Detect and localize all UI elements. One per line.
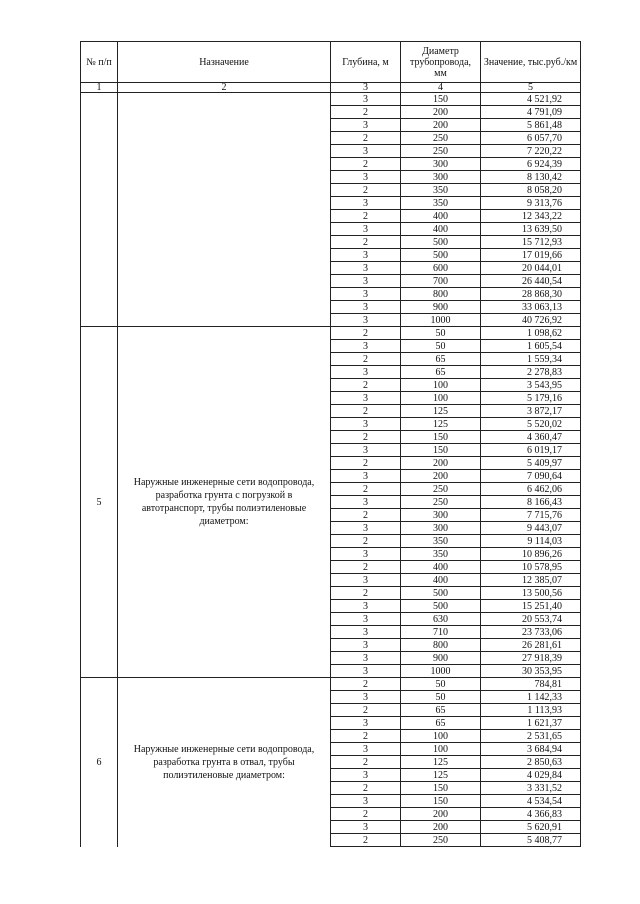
diameter-cell: 100	[401, 730, 481, 743]
depth-cell: 2	[331, 379, 401, 392]
depth-cell: 3	[331, 652, 401, 665]
diameter-cell: 350	[401, 197, 481, 210]
depth-cell: 2	[331, 353, 401, 366]
column-number: 2	[118, 83, 331, 93]
header-diameter: Диаметр трубопровода, мм	[401, 42, 481, 83]
value-cell: 4 521,92	[481, 93, 581, 106]
depth-cell: 2	[331, 236, 401, 249]
depth-cell: 2	[331, 483, 401, 496]
depth-cell: 3	[331, 288, 401, 301]
diameter-cell: 710	[401, 626, 481, 639]
cost-table	[80, 41, 581, 847]
depth-cell: 2	[331, 756, 401, 769]
depth-cell: 3	[331, 223, 401, 236]
depth-cell: 3	[331, 691, 401, 704]
depth-cell: 2	[331, 587, 401, 600]
depth-cell: 3	[331, 301, 401, 314]
depth-cell: 2	[331, 535, 401, 548]
value-cell: 4 534,54	[481, 795, 581, 808]
depth-cell: 3	[331, 444, 401, 457]
value-cell: 3 543,95	[481, 379, 581, 392]
diameter-cell: 800	[401, 639, 481, 652]
depth-cell: 3	[331, 418, 401, 431]
value-cell: 3 872,17	[481, 405, 581, 418]
value-cell: 40 726,92	[481, 314, 581, 327]
depth-cell: 3	[331, 522, 401, 535]
value-cell: 15 251,40	[481, 600, 581, 613]
diameter-cell: 50	[401, 340, 481, 353]
header-row	[81, 42, 581, 83]
value-cell: 7 220,22	[481, 145, 581, 158]
diameter-cell: 300	[401, 522, 481, 535]
value-cell: 4 360,47	[481, 431, 581, 444]
value-cell: 6 462,06	[481, 483, 581, 496]
diameter-cell: 350	[401, 184, 481, 197]
value-cell: 3 331,52	[481, 782, 581, 795]
value-cell: 3 684,94	[481, 743, 581, 756]
value-cell: 6 057,70	[481, 132, 581, 145]
value-cell: 784,81	[481, 678, 581, 691]
diameter-cell: 400	[401, 210, 481, 223]
table-row	[81, 327, 581, 340]
diameter-cell: 600	[401, 262, 481, 275]
value-cell: 9 114,03	[481, 535, 581, 548]
diameter-cell: 200	[401, 470, 481, 483]
diameter-cell: 65	[401, 704, 481, 717]
depth-cell: 2	[331, 834, 401, 847]
diameter-cell: 65	[401, 366, 481, 379]
depth-cell: 3	[331, 717, 401, 730]
diameter-cell: 500	[401, 236, 481, 249]
item-purpose: Наружные инженерные сети водопровода, разработка грунта в отвал, трубы полиэтиленовые диаметром:	[118, 678, 331, 847]
depth-cell: 3	[331, 340, 401, 353]
depth-cell: 2	[331, 210, 401, 223]
depth-cell: 2	[331, 730, 401, 743]
diameter-cell: 900	[401, 652, 481, 665]
value-cell: 10 578,95	[481, 561, 581, 574]
diameter-cell: 300	[401, 171, 481, 184]
value-cell: 13 639,50	[481, 223, 581, 236]
depth-cell: 2	[331, 431, 401, 444]
diameter-cell: 350	[401, 535, 481, 548]
diameter-cell: 150	[401, 782, 481, 795]
diameter-cell: 630	[401, 613, 481, 626]
value-cell: 2 531,65	[481, 730, 581, 743]
depth-cell: 3	[331, 795, 401, 808]
diameter-cell: 100	[401, 392, 481, 405]
value-cell: 4 029,84	[481, 769, 581, 782]
depth-cell: 2	[331, 106, 401, 119]
table-row	[81, 678, 581, 691]
depth-cell: 2	[331, 509, 401, 522]
depth-cell: 2	[331, 132, 401, 145]
value-cell: 6 019,17	[481, 444, 581, 457]
depth-cell: 2	[331, 457, 401, 470]
header-depth: Глубина, м	[331, 42, 401, 83]
depth-cell: 2	[331, 184, 401, 197]
diameter-cell: 500	[401, 587, 481, 600]
depth-cell: 3	[331, 145, 401, 158]
depth-cell: 3	[331, 743, 401, 756]
item-purpose	[118, 93, 331, 327]
header-no: № п/п	[81, 42, 118, 83]
column-number: 4	[401, 83, 481, 93]
value-cell: 8 166,43	[481, 496, 581, 509]
value-cell: 23 733,06	[481, 626, 581, 639]
item-number: 5	[81, 327, 118, 678]
depth-cell: 3	[331, 574, 401, 587]
depth-cell: 2	[331, 808, 401, 821]
value-cell: 20 553,74	[481, 613, 581, 626]
depth-cell: 3	[331, 171, 401, 184]
value-cell: 12 343,22	[481, 210, 581, 223]
depth-cell: 3	[331, 262, 401, 275]
diameter-cell: 300	[401, 158, 481, 171]
depth-cell: 3	[331, 470, 401, 483]
value-cell: 7 715,76	[481, 509, 581, 522]
value-cell: 8 058,20	[481, 184, 581, 197]
item-number: 6	[81, 678, 118, 847]
value-cell: 9 443,07	[481, 522, 581, 535]
depth-cell: 3	[331, 314, 401, 327]
depth-cell: 3	[331, 665, 401, 678]
value-cell: 1 605,54	[481, 340, 581, 353]
diameter-cell: 100	[401, 743, 481, 756]
depth-cell: 3	[331, 821, 401, 834]
value-cell: 5 408,77	[481, 834, 581, 847]
diameter-cell: 200	[401, 808, 481, 821]
diameter-cell: 100	[401, 379, 481, 392]
diameter-cell: 125	[401, 769, 481, 782]
depth-cell: 3	[331, 249, 401, 262]
depth-cell: 3	[331, 769, 401, 782]
diameter-cell: 65	[401, 353, 481, 366]
diameter-cell: 250	[401, 145, 481, 158]
diameter-cell: 250	[401, 496, 481, 509]
value-cell: 17 019,66	[481, 249, 581, 262]
depth-cell: 3	[331, 613, 401, 626]
depth-cell: 3	[331, 93, 401, 106]
value-cell: 8 130,42	[481, 171, 581, 184]
value-cell: 9 313,76	[481, 197, 581, 210]
value-cell: 12 385,07	[481, 574, 581, 587]
depth-cell: 3	[331, 496, 401, 509]
depth-cell: 3	[331, 366, 401, 379]
depth-cell: 2	[331, 704, 401, 717]
item-number	[81, 93, 118, 327]
value-cell: 5 520,02	[481, 418, 581, 431]
value-cell: 2 278,83	[481, 366, 581, 379]
diameter-cell: 200	[401, 106, 481, 119]
diameter-cell: 50	[401, 678, 481, 691]
diameter-cell: 150	[401, 93, 481, 106]
header-value: Значение, тыс.руб./км	[481, 42, 581, 83]
depth-cell: 3	[331, 626, 401, 639]
value-cell: 1 113,93	[481, 704, 581, 717]
value-cell: 30 353,95	[481, 665, 581, 678]
depth-cell: 3	[331, 197, 401, 210]
value-cell: 4 791,09	[481, 106, 581, 119]
depth-cell: 2	[331, 561, 401, 574]
value-cell: 1 559,34	[481, 353, 581, 366]
depth-cell: 3	[331, 392, 401, 405]
header-purpose: Назначение	[118, 42, 331, 83]
diameter-cell: 125	[401, 756, 481, 769]
value-cell: 33 063,13	[481, 301, 581, 314]
diameter-cell: 400	[401, 561, 481, 574]
diameter-cell: 300	[401, 509, 481, 522]
value-cell: 26 281,61	[481, 639, 581, 652]
diameter-cell: 250	[401, 483, 481, 496]
diameter-cell: 1000	[401, 665, 481, 678]
diameter-cell: 150	[401, 431, 481, 444]
diameter-cell: 65	[401, 717, 481, 730]
item-purpose: Наружные инженерные сети водопровода, разработка грунта с погрузкой в автотранспорт, трубы полиэтиленовые диаметром:	[118, 327, 331, 678]
depth-cell: 2	[331, 327, 401, 340]
diameter-cell: 500	[401, 249, 481, 262]
depth-cell: 3	[331, 639, 401, 652]
depth-cell: 2	[331, 158, 401, 171]
diameter-cell: 250	[401, 834, 481, 847]
diameter-cell: 700	[401, 275, 481, 288]
depth-cell: 2	[331, 678, 401, 691]
table-row	[81, 93, 581, 106]
column-number: 3	[331, 83, 401, 93]
diameter-cell: 200	[401, 821, 481, 834]
depth-cell: 3	[331, 119, 401, 132]
value-cell: 1 142,33	[481, 691, 581, 704]
diameter-cell: 400	[401, 574, 481, 587]
diameter-cell: 500	[401, 600, 481, 613]
depth-cell: 3	[331, 275, 401, 288]
diameter-cell: 400	[401, 223, 481, 236]
diameter-cell: 150	[401, 795, 481, 808]
value-cell: 15 712,93	[481, 236, 581, 249]
value-cell: 5 620,91	[481, 821, 581, 834]
column-number: 1	[81, 83, 118, 93]
value-cell: 10 896,26	[481, 548, 581, 561]
value-cell: 4 366,83	[481, 808, 581, 821]
value-cell: 28 868,30	[481, 288, 581, 301]
diameter-cell: 50	[401, 327, 481, 340]
depth-cell: 2	[331, 405, 401, 418]
cost-table-body	[81, 42, 581, 847]
value-cell: 5 409,97	[481, 457, 581, 470]
value-cell: 2 850,63	[481, 756, 581, 769]
value-cell: 5 179,16	[481, 392, 581, 405]
depth-cell: 3	[331, 600, 401, 613]
value-cell: 26 440,54	[481, 275, 581, 288]
diameter-cell: 50	[401, 691, 481, 704]
depth-cell: 3	[331, 548, 401, 561]
column-number: 5	[481, 83, 581, 93]
column-number-row	[81, 83, 581, 93]
value-cell: 5 861,48	[481, 119, 581, 132]
diameter-cell: 200	[401, 457, 481, 470]
value-cell: 7 090,64	[481, 470, 581, 483]
depth-cell: 2	[331, 782, 401, 795]
diameter-cell: 150	[401, 444, 481, 457]
diameter-cell: 350	[401, 548, 481, 561]
value-cell: 6 924,39	[481, 158, 581, 171]
value-cell: 1 621,37	[481, 717, 581, 730]
value-cell: 27 918,39	[481, 652, 581, 665]
diameter-cell: 200	[401, 119, 481, 132]
diameter-cell: 250	[401, 132, 481, 145]
diameter-cell: 125	[401, 405, 481, 418]
diameter-cell: 900	[401, 301, 481, 314]
value-cell: 1 098,62	[481, 327, 581, 340]
value-cell: 13 500,56	[481, 587, 581, 600]
diameter-cell: 125	[401, 418, 481, 431]
diameter-cell: 1000	[401, 314, 481, 327]
diameter-cell: 800	[401, 288, 481, 301]
value-cell: 20 044,01	[481, 262, 581, 275]
